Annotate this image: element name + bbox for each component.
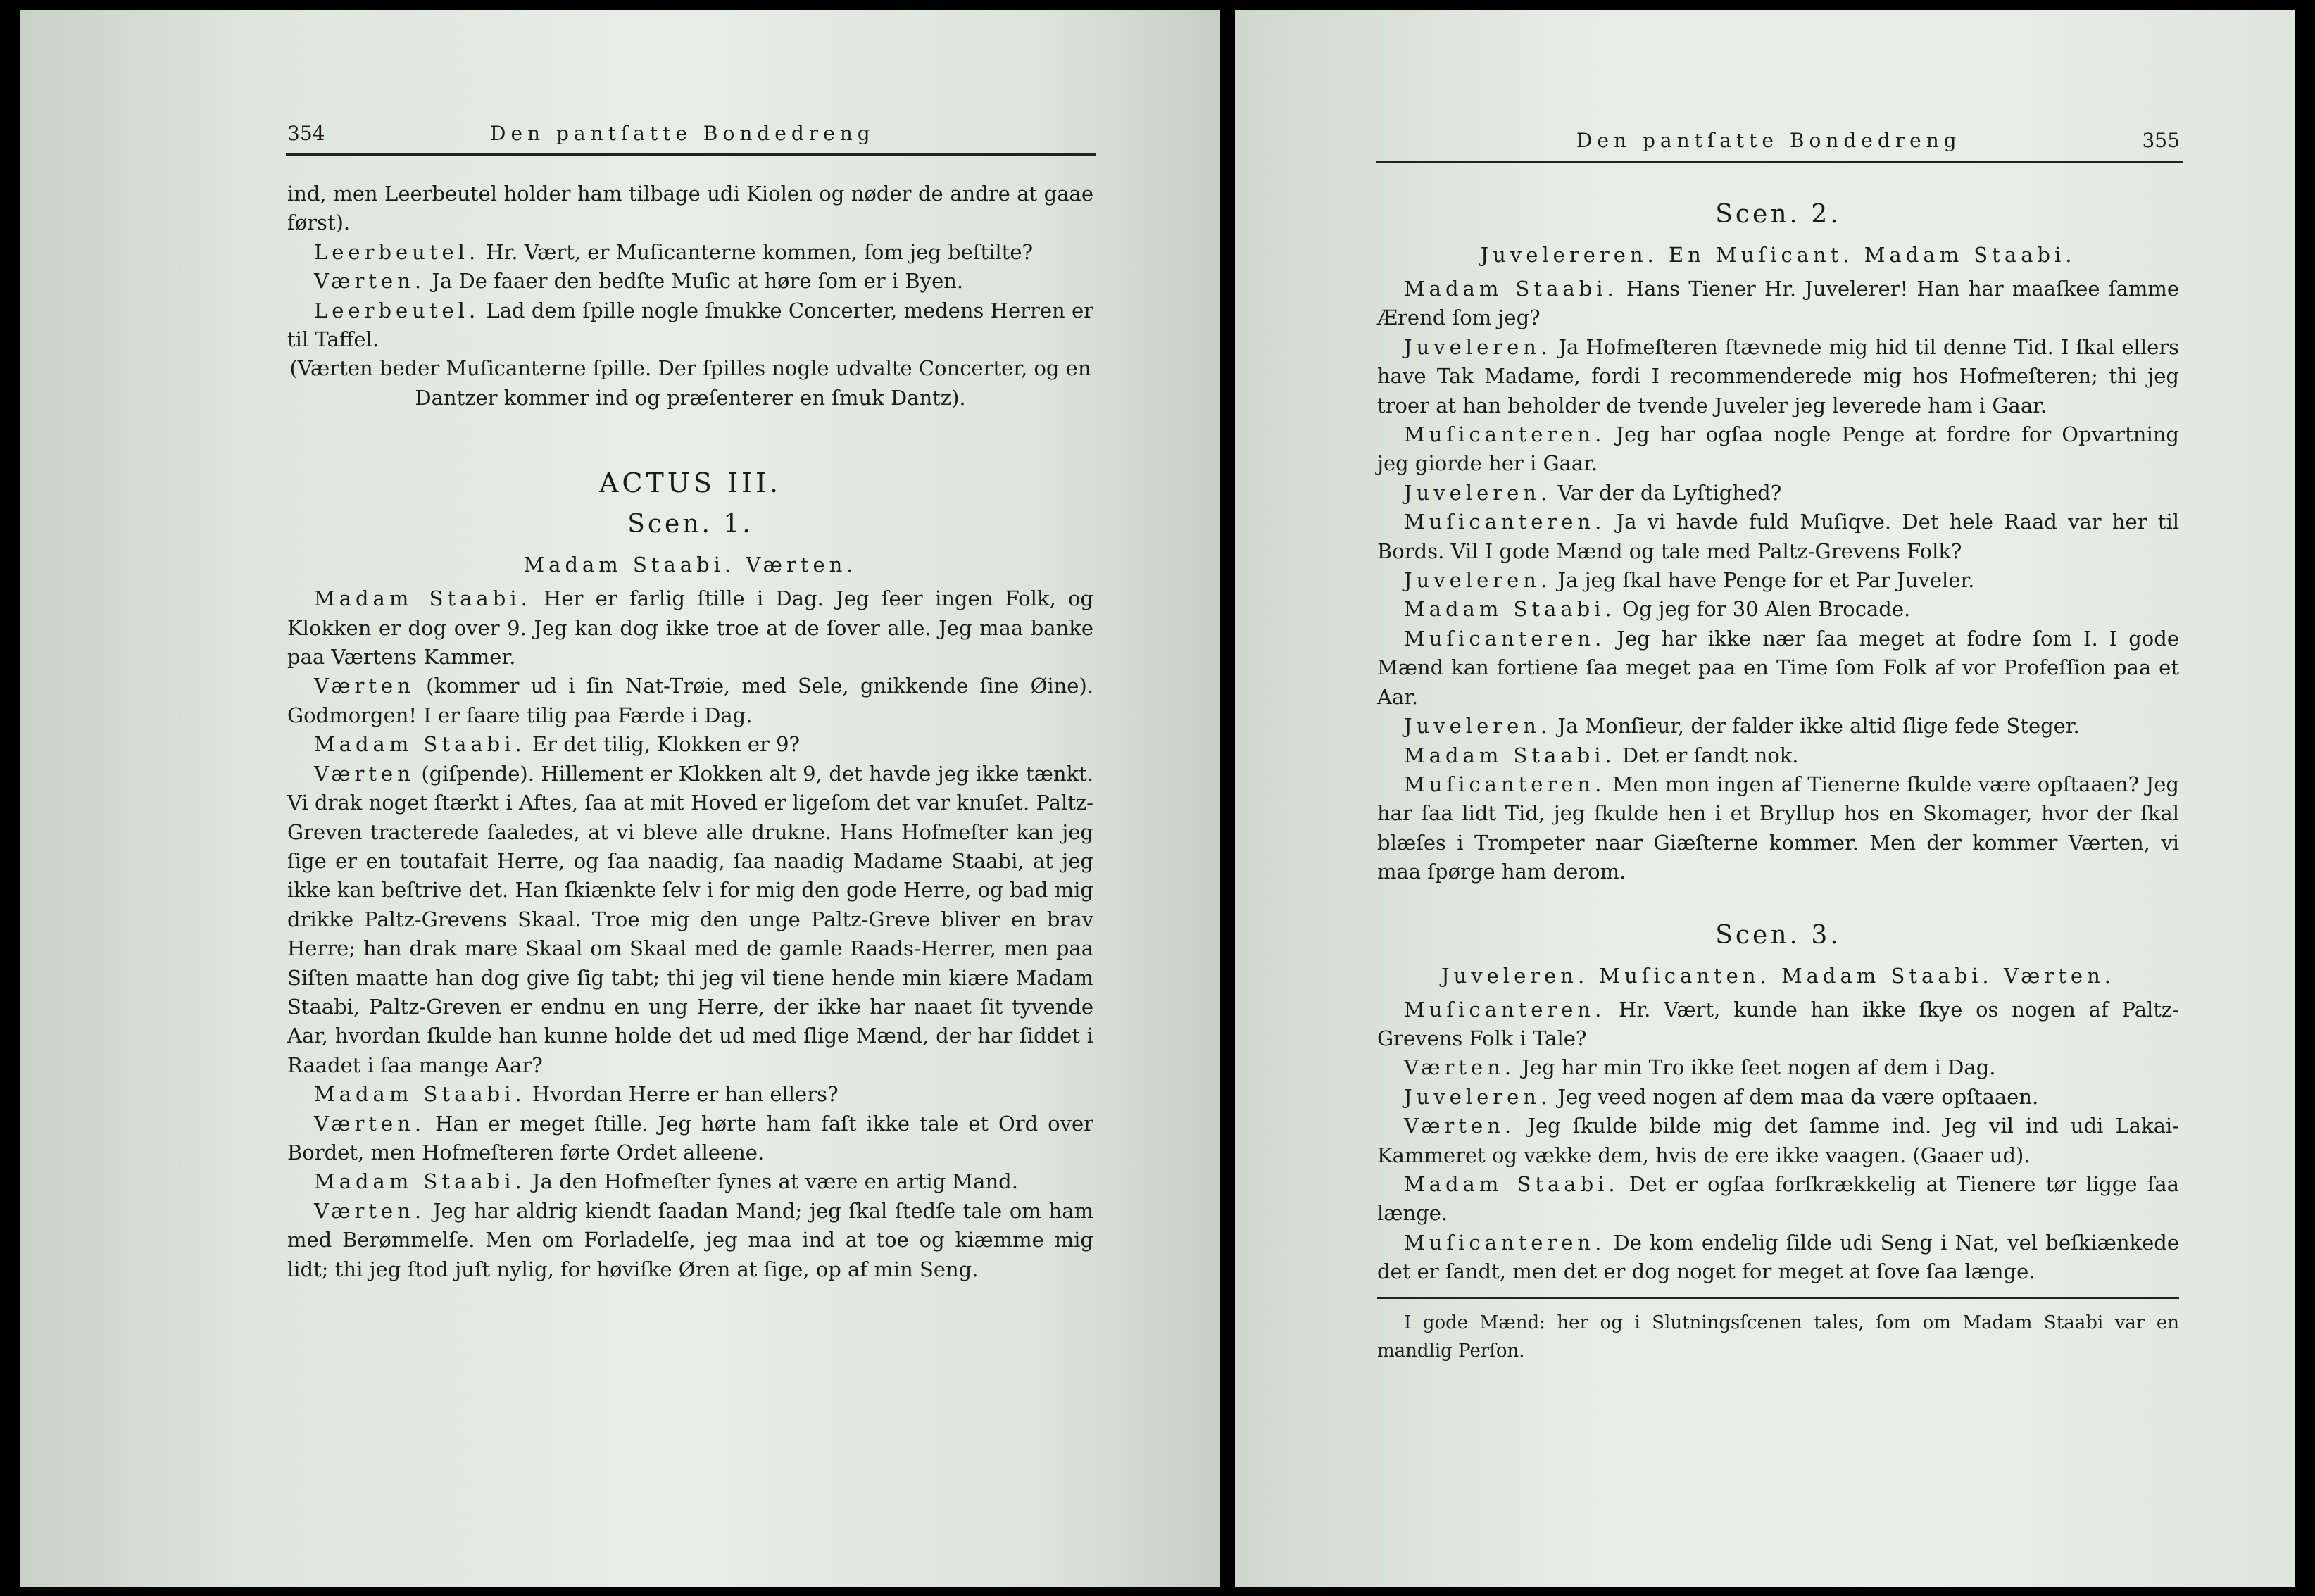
speaker: Madam Staabi. xyxy=(1404,597,1616,622)
speaker: Juveleren. xyxy=(1404,714,1552,739)
speech-text: (kommer ud i ſin Nat-Trøie, med Sele, gnikkende ſine Øine). Godmorgen! I er ſaare tilig paa Færde i Dag. xyxy=(287,674,1093,727)
speech-text: De kom endelig ſilde udi Seng i Nat, vel beſkiænkede det er ſandt, men det er dog noget for meget at ſove ſaa længe. xyxy=(1377,1230,2179,1284)
speech xyxy=(287,296,1093,355)
speech-text: Han er meget ſtille. Jeg hørte ham faſt ikke tale et Ord over Bordet, men Hofmeſteren førte Ordet alleene. xyxy=(287,1111,1093,1164)
running-head-left xyxy=(286,119,1096,156)
running-head-right xyxy=(1376,126,2183,163)
scene-heading: Scen. 3. xyxy=(1715,920,1841,950)
speech xyxy=(287,1197,1093,1284)
speech xyxy=(1377,420,2179,479)
footnote-text: I gode Mænd: her og i Slutningsſcenen tales, ſom om Madam Staabi var en mandlig Perſon. xyxy=(1377,1312,2179,1362)
scene-heading: Scen. 2. xyxy=(1715,200,1841,229)
speech xyxy=(287,1167,1093,1196)
act-heading: ACTUS III. xyxy=(598,467,782,499)
speech-text: Jeg har min Tro ikke ſeet nogen af dem i Dag. xyxy=(1515,1055,1996,1080)
speaker: Leerbeutel. xyxy=(314,239,480,264)
speaker: Juveleren. xyxy=(1404,480,1552,505)
speech xyxy=(287,672,1093,730)
speech xyxy=(1377,741,2179,770)
right-page xyxy=(1235,10,2295,1587)
continued-stage-direction: ind, men Leerbeutel holder ham tilbage udi Kiolen og nøder de andre at gaae først). xyxy=(287,182,1093,235)
speech xyxy=(1377,624,2179,712)
speech xyxy=(1377,1083,2179,1112)
speaker: Værten. xyxy=(314,1198,426,1223)
left-page xyxy=(20,10,1220,1587)
speech xyxy=(287,730,1093,759)
speech-text: Her er farlig ſtille i Dag. Jeg ſeer ingen Folk, og Klokken er dog over 9. Jeg kan dog ikke troe at de ſover alle. Jeg maa banke paa Værtens Kammer. xyxy=(287,586,1093,670)
speaker: Muſicanteren. xyxy=(1404,510,1606,534)
speech xyxy=(1377,595,2179,624)
speech xyxy=(287,584,1093,672)
speech xyxy=(1377,333,2179,420)
spacer xyxy=(1377,887,2179,915)
speech-text: Ja Monſieur, der falder ikke altid ſlige fede Steger. xyxy=(1551,714,2080,739)
speech xyxy=(1377,1229,2179,1287)
speaker: Muſicanteren. xyxy=(1404,1230,1606,1255)
speech xyxy=(1377,1053,2179,1082)
right-text-column xyxy=(1377,194,2179,1365)
scene-cast: Juvelereren. En Muſicant. Madam Staabi. xyxy=(1480,243,2076,267)
speech xyxy=(1377,275,2179,333)
speech-text: Jeg ſkulde bilde mig det ſamme ind. Jeg vil ind udi Lakai-Kammeret og vække dem, hvis de ere ikke vaagen. (Gaaer ud). xyxy=(1377,1114,2179,1167)
speaker: Madam Staabi. xyxy=(1404,1171,1619,1196)
speaker: Muſicanteren. xyxy=(1404,997,1606,1022)
stage-direction: (Værten beder Muſicanterne ſpille. Der ſpilles nogle udvalte Concerter, og en Dantzer kommer ind og præſenterer en ſmuk Dantz). xyxy=(289,356,1091,410)
speech-text: Ja De faaer den bedſte Muſic at høre ſom er i Byen. xyxy=(425,269,964,294)
speech-text: Ja vi havde fuld Muſiqve. Det hele Raad var her til Bords. Vil I gode Mænd og tale med Paltz-Grevens Folk? xyxy=(1377,510,2179,563)
speech xyxy=(1377,566,2179,595)
speaker: Juveleren. xyxy=(1404,568,1552,593)
speech-text: Ja den Hofmeſter ſynes at være en artig Mand. xyxy=(525,1169,1018,1194)
speech-text: Jeg har ogſaa nogle Penge at fordre for Opvartning jeg giorde her i Gaar. xyxy=(1377,422,2179,476)
speech xyxy=(287,760,1093,1080)
speech-text: Ja jeg ſkal have Penge for et Par Juveler. xyxy=(1551,568,1975,593)
speech xyxy=(287,1110,1093,1168)
speaker: Værten. xyxy=(314,1111,426,1136)
speaker: Værten. xyxy=(1404,1055,1516,1080)
speech xyxy=(1377,712,2179,741)
page-number-right: 355 xyxy=(2142,129,2180,152)
speech xyxy=(287,238,1093,267)
scene-cast: Juveleren. Muſicanten. Madam Staabi. Værten. xyxy=(1441,963,2115,988)
speaker: Madam Staabi. xyxy=(314,1169,526,1194)
speech-text: Hr. Vært, er Muſicanterne kommen, ſom jeg beſtilte? xyxy=(479,239,1034,264)
footnote xyxy=(1377,1297,2179,1365)
speaker: Værten xyxy=(314,674,415,698)
speaker: Værten. xyxy=(314,269,426,294)
speech xyxy=(1377,995,2179,1054)
speech-text: Det er ogſaa forſkrækkelig at Tienere tør ligge ſaa længe. xyxy=(1377,1171,2179,1226)
speaker: Muſicanteren. xyxy=(1404,772,1606,796)
speaker: Juveleren. xyxy=(1404,334,1552,359)
speaker: Madam Staabi. xyxy=(1404,277,1618,301)
speaker: Muſicanteren. xyxy=(1404,422,1606,447)
speaker: Leerbeutel. xyxy=(314,298,480,322)
speech xyxy=(1377,770,2179,887)
speaker: Madam Staabi. xyxy=(314,1082,526,1107)
page-number-left: 354 xyxy=(287,122,325,145)
speech-text: Men mon ingen af Tienerne ſkulde være opſtaaen? Jeg har ſaa lidt Tid, jeg ſkulde hen i et Bryllup hos en Skomager, hvor der ſkal blæſes i Trompeter naar Giæſterne kommer. Men der kommer Værten, vi maa ſpørge ham derom. xyxy=(1377,772,2179,884)
left-text-column xyxy=(287,180,1093,1284)
speech-text: (giſpende). Hillement er Klokken alt 9, det havde jeg ikke tænkt. Vi drak noget ſtærkt i Aftes, ſaa at mit Hoved er ligeſom det var knuſet. Paltz-Greven tracterede ſaaledes, at vi bleve alle drukne. Hans Hofmeſter kan jeg ſige er en toutafait Herre, og ſaa naadig, ſaa naadig Madame Staabi, at jeg ikke kan beſtrive det. Han ſkiænkte ſelv i for mig den gode Herre, og bad mig drikke Paltz-Grevens Skaal. Troe mig den unge Paltz-Greve bliver en brav Herre; han drak mare Skaal om Skaal med de gamle Raads-Herrer, men paa Siſten maatte han dog give ſig tabt; thi jeg vil tiene hende min kiære Madam Staabi, Paltz-Greven er endnu en ung Herre, der ikke har naaet ſit tyvende Aar, hvordan ſkulde han kunne holde det ud med ſlige Mænd, der har ſiddet i Raadet i ſaa mange Aar? xyxy=(287,761,1093,1077)
scene-heading: Scen. 1. xyxy=(627,510,753,539)
speech-text: Hans Tiener Hr. Juvelerer! Han har maaſkee ſamme Ærend ſom jeg? xyxy=(1377,277,2179,330)
speech xyxy=(1377,479,2179,508)
speech xyxy=(287,267,1093,296)
speech xyxy=(1377,1112,2179,1170)
speech-text: Lad dem ſpille nogle ſmukke Concerter, medens Herren er til Taffel. xyxy=(287,298,1093,352)
running-title-right: Den pantſatte Bondedreng xyxy=(1576,129,1962,152)
speaker: Madam Staabi. xyxy=(1404,743,1616,767)
speech-text: Hr. Vært, kunde han ikke ſkye os nogen af Paltz-Grevens Folk i Tale? xyxy=(1377,997,2179,1050)
speech-text: Er det tilig, Klokken er 9? xyxy=(525,732,801,757)
speech-text: Hvordan Herre er han ellers? xyxy=(525,1082,839,1107)
speaker: Madam Staabi. xyxy=(314,586,532,611)
speech-text: Ja Hofmeſteren ſtævnede mig hid til denne Tid. I ſkal ellers have Tak Madame, fordi I recommenderede mig hos Hofmeſteren; thi jeg troer at han beholder de tvende Juveler jeg leverede ham i Gaar. xyxy=(1377,334,2179,417)
running-title-left: Den pantſatte Bondedreng xyxy=(490,122,875,145)
speaker: Juveleren. xyxy=(1404,1084,1552,1109)
speaker: Værten xyxy=(314,761,415,786)
speech-text: Jeg har aldrig kiendt ſaadan Mand; jeg ſkal ſtedſe tale om ham med Berømmelſe. Men om Forladelſe, jeg maa ind at toe og kiæmme mig lidt; thi jeg ſtod juſt nylig, for høviſke Øren at ſige, op af min Seng. xyxy=(287,1198,1093,1281)
speech-text: Det er ſandt nok. xyxy=(1615,743,1799,767)
speech-text: Jeg har ikke nær ſaa meget at fodre ſom I. I gode Mænd kan fortiene ſaa meget paa en Time ſom Folk af vor Profeſſion paa et Aar. xyxy=(1377,626,2179,709)
speaker: Værten. xyxy=(1404,1114,1516,1138)
speaker: Muſicanteren. xyxy=(1404,626,1606,651)
speech xyxy=(1377,1170,2179,1229)
speech xyxy=(1377,508,2179,566)
speech-text: Og jeg for 30 Alen Brocade. xyxy=(1615,597,1911,622)
speech-text: Var der da Lyſtighed? xyxy=(1551,480,1782,505)
scene-cast: Madam Staabi. Værten. xyxy=(523,553,858,577)
speech-text: Jeg veed nogen af dem maa da være opſtaaen. xyxy=(1551,1084,2039,1109)
speech xyxy=(287,1080,1093,1109)
speaker: Madam Staabi. xyxy=(314,732,526,757)
